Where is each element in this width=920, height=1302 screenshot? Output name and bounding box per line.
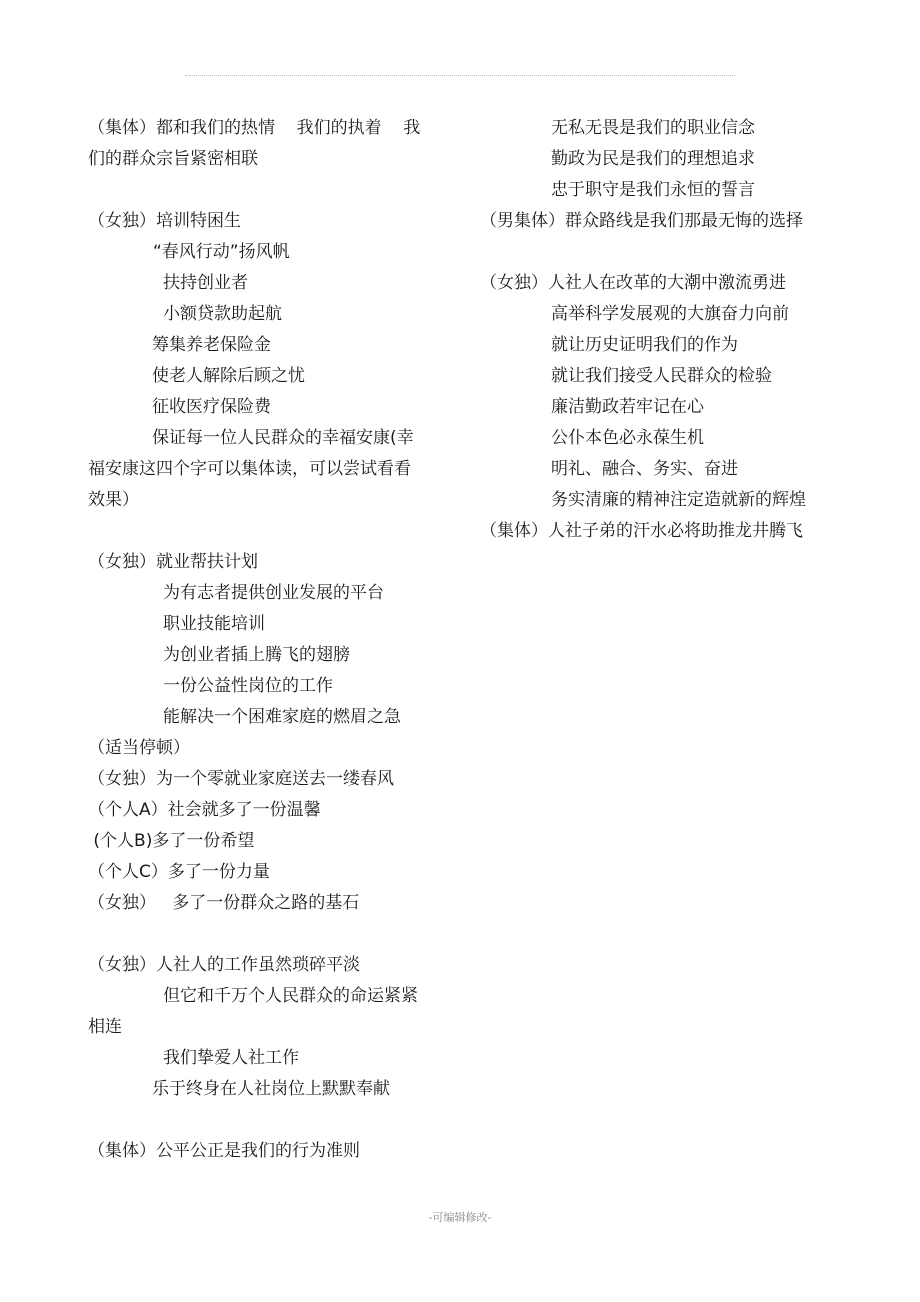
text-line: 廉洁勤政若牢记在心 [551,397,704,417]
text-line: 乐于终身在人社岗位上默默奉献 [152,1079,390,1099]
text-line: 无私无畏是我们的职业信念 [551,118,755,138]
text-line: （个人A）社会就多了一份温馨 [88,800,321,820]
text-line: 们的群众宗旨紧密相联 [88,149,258,169]
text-line: （女独）为一个零就业家庭送去一缕春风 [88,769,394,789]
blank-line [88,516,448,547]
text-line: 勤政为民是我们的理想追求 [551,149,755,169]
text-line: （女独）人社人的工作虽然琐碎平淡 [88,955,360,975]
blank-line [88,919,448,950]
text-line: 为有志者提供创业发展的平台 [163,583,384,603]
text-line: 我们挚爱人社工作 [163,1048,299,1068]
text-line: 务实清廉的精神注定造就新的辉煌 [551,490,806,510]
text-line: 明礼、融合、务实、奋进 [551,459,738,479]
text-line: （集体）都和我们的热情 我们的执着 我 [88,118,421,138]
text-line: 小额贷款助起航 [163,304,282,324]
text-line: 效果） [88,490,139,510]
text-line: 公仆本色必永葆生机 [551,428,704,448]
text-line: 扶持创业者 [163,273,248,293]
text-line: 但它和千万个人民群众的命运紧紧 [163,986,418,1006]
text-line: （适当停顿） [88,738,190,758]
text-line: (个人B)多了一份希望 [88,831,255,851]
text-line: （集体）人社子弟的汗水必将助推龙井腾飞 [480,521,803,541]
blank-line [88,175,448,206]
text-line: 就让我们接受人民群众的检验 [551,366,772,386]
text-line: 相连 [88,1017,122,1037]
left-text-column [88,113,448,1167]
text-line: “春风行动”扬风帆 [153,242,290,262]
text-line: 征收医疗保险费 [152,397,271,417]
page-footer: -可编辑修改- [428,1211,492,1224]
text-line: （集体）公平公正是我们的行为准则 [88,1141,360,1161]
header-divider [185,75,735,76]
text-line: 一份公益性岗位的工作 [163,676,333,696]
text-line: （女独）培训特困生 [88,211,241,231]
text-line: 筹集养老保险金 [152,335,271,355]
text-line: 福安康这四个字可以集体读，可以尝试看看 [88,459,411,479]
blank-line [88,1105,448,1136]
text-line: 忠于职守是我们永恒的誓言 [551,180,755,200]
text-line: 就让历史证明我们的作为 [551,335,738,355]
right-text-column [480,113,840,547]
text-line: （女独）就业帮扶计划 [88,552,258,572]
text-line: 为创业者插上腾飞的翅膀 [163,645,350,665]
blank-line [480,237,840,268]
text-line: 能解决一个困难家庭的燃眉之急 [163,707,401,727]
text-line: 使老人解除后顾之忧 [152,366,305,386]
text-line: 职业技能培训 [163,614,265,634]
text-line: （女独） 多了一份群众之路的基石 [88,893,360,913]
text-line: （个人C）多了一份力量 [88,862,270,882]
text-line: 高举科学发展观的大旗奋力向前 [551,304,789,324]
text-line: （女独）人社人在改革的大潮中激流勇进 [480,273,786,293]
text-line: 保证每一位人民群众的幸福安康(幸 [152,428,414,448]
text-line: （男集体）群众路线是我们那最无悔的选择 [480,211,803,231]
